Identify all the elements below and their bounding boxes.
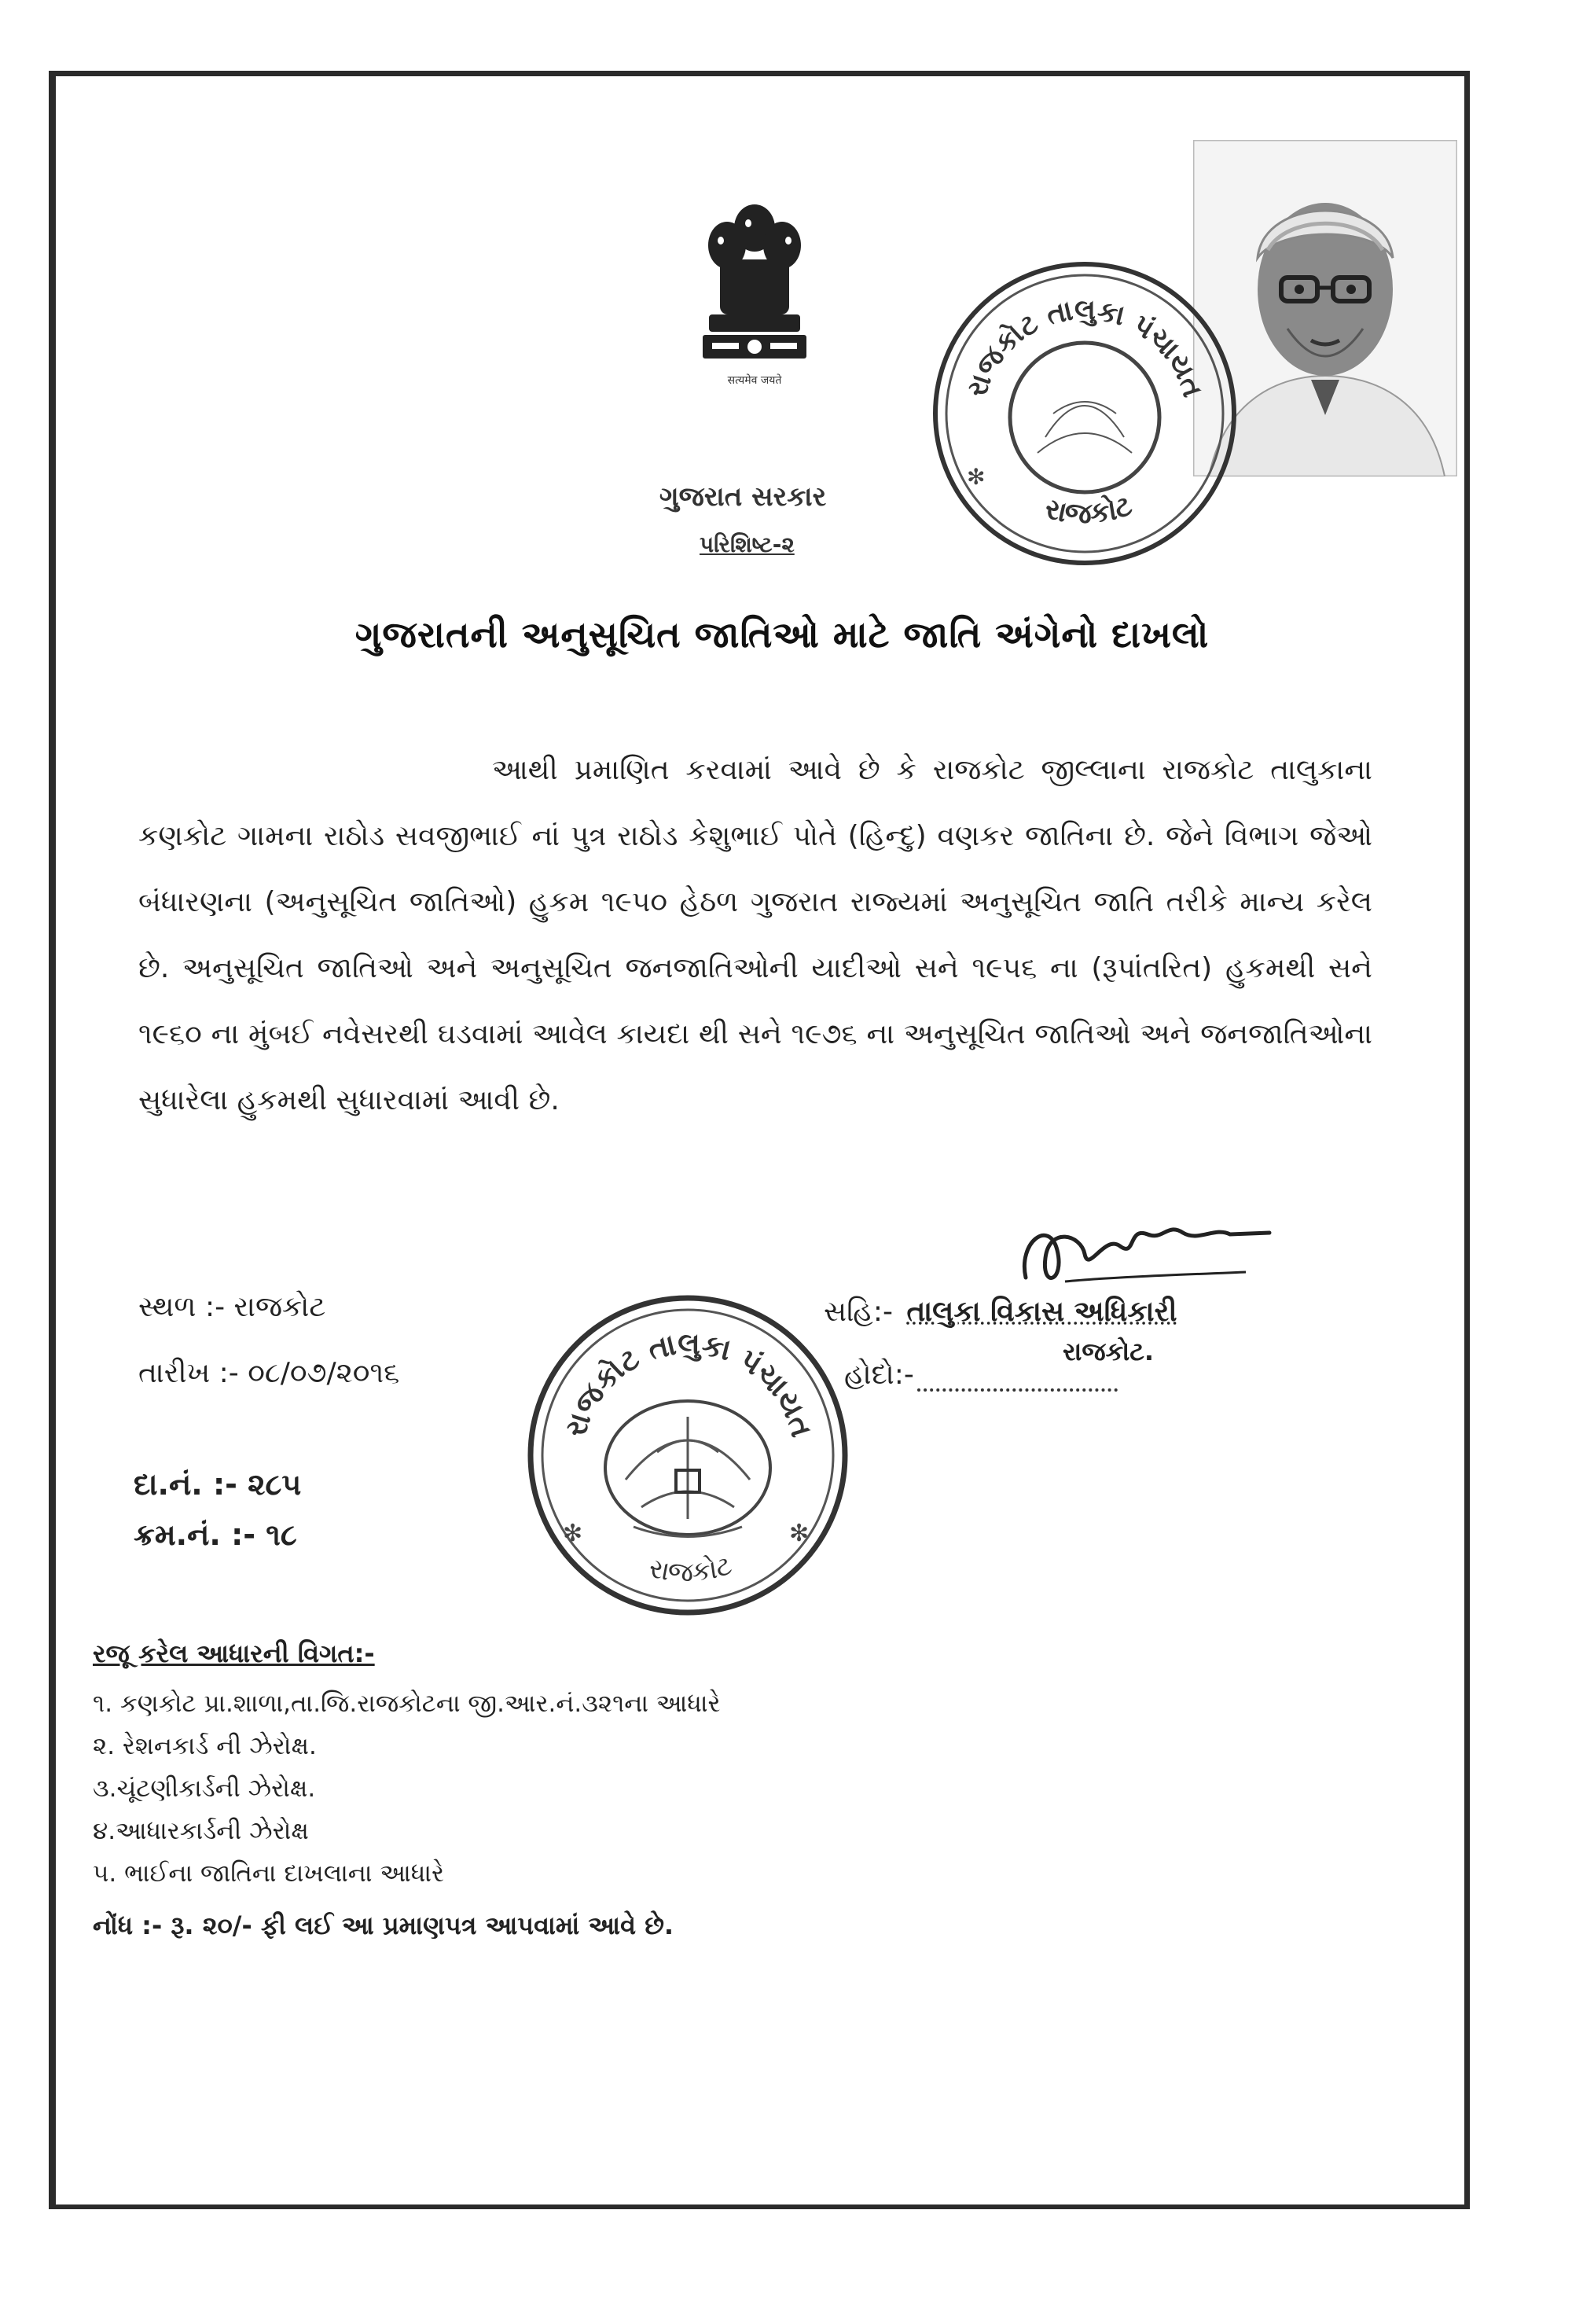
designation-row <box>844 1359 1118 1392</box>
date-label: તારીખ :- <box>138 1357 239 1389</box>
officer-signature <box>1010 1203 1277 1297</box>
date-value: ૦૮/૦૭/૨૦૧૬ <box>248 1357 400 1389</box>
seal-top-place-text: રાજકોટ <box>1041 489 1137 531</box>
seal-star-icon: ✻ <box>789 1520 810 1547</box>
svg-text:રાજકોટ <box>646 1550 735 1588</box>
date-row <box>138 1357 399 1390</box>
svg-text:રાજકોટ <box>1042 490 1137 531</box>
seal-star-icon: ✻ <box>967 464 986 490</box>
documents-heading: રજૂ કરેલ આધારની વિગત:- <box>93 1638 375 1668</box>
seal-top-ring-text: રાજકોટ તાલુકા પંચાયત <box>960 293 1209 402</box>
seal-star-icon: ✻ <box>563 1520 583 1547</box>
designation-blank <box>917 1365 1118 1392</box>
serial-no-row <box>134 1517 297 1553</box>
appendix-label: પરિશિષ્ટ-૨ <box>700 531 795 557</box>
svg-text:રાજકોટ તાલુકા પંચાયત <box>960 294 1209 401</box>
signature-place: રાજકોટ. <box>1063 1337 1155 1366</box>
taluka-panchayat-seal-middle <box>523 1291 852 1620</box>
certificate-body: આથી પ્રમાણિત કરવામાં આવે છે કે રાજકોટ જીલ્લાના રાજકોટ તાલુકાના કણકોટ ગામના રાઠોડ સવજીભાઈ નાં પુત્ર રાઠોડ કેશુભાઈ પોતે (હિન્દુ) વણકર જાતિના છે. જેને વિભાગ જેઓ બંધારણના (અનુસૂચિત જાતિઓ) હુકમ ૧૯૫૦ હેઠળ ગુજરાત રાજ્યમાં અનુસૂચિત જાતિ તરીકે માન્ય કરેલ છે. અનુસૂચિત જાતિઓ અને અનુસૂચિત જનજાતિઓની યાદીઓ સને ૧૯૫૬ ના (રૂપાંતરિત) હુકમથી સને ૧૯૬૦ ના મુંબઈ નવેસરથી ઘડવામાં આવેલ કાયદા થી સને ૧૯૭૬ ના અનુસૂચિત જાતિઓ અને જનજાતિઓના સુધારેલા હુકમથી સુધારવામાં આવી છે. <box>138 754 1372 1116</box>
documents-list <box>93 1682 721 1895</box>
list-item: ૧. કણકોટ પ્રા.શાળા,તા.જિ.રાજકોટના જી.આર.નં.૩૨૧ના આધારે <box>93 1690 721 1718</box>
seal-mid-place-text: રાજકોટ <box>646 1549 736 1589</box>
list-item: ૨. રેશનકાર્ડ ની ઝેરોક્ષ. <box>93 1732 317 1760</box>
seal-mid-ring-text: રાજકોટ તાલુકા પંચાયત <box>557 1326 820 1441</box>
fee-note: નોંધ :- રૂ. ૨૦/- ફી લઈ આ પ્રમાણપત્ર આપવામાં આવે છે. <box>93 1910 674 1940</box>
place-row <box>138 1291 325 1324</box>
place-value: રાજકોટ <box>233 1291 326 1323</box>
serial-no-value: ૧૮ <box>266 1517 297 1552</box>
list-item: ૪.આધારકાર્ડની ઝેરોક્ષ <box>93 1817 309 1845</box>
certificate-title: ગુજરાતની અનુસૂચિત જાતિઓ માટે જાતિ અંગેનો દાખલો <box>354 613 1210 656</box>
government-name: ગુજરાત સરકાર <box>659 481 827 513</box>
list-item: ૩.ચૂંટણીકાર્ડની ઝેરોક્ષ. <box>93 1774 316 1803</box>
taluka-panchayat-seal-top <box>927 256 1242 571</box>
signature-label: સહિ:- <box>824 1296 894 1328</box>
ashoka-lion-capital-emblem-icon <box>692 197 817 393</box>
list-item: ૫. ભાઈના જાતિના દાખલાના આધારે <box>93 1859 444 1888</box>
emblem-motto: सत्यमेव जयते <box>727 374 782 387</box>
reg-no-value: ૨૮૫ <box>248 1467 302 1502</box>
reg-no-label: દા.નં. :- <box>134 1467 237 1502</box>
place-label: સ્થળ :- <box>138 1291 226 1323</box>
signature-row <box>824 1296 1177 1329</box>
signature-officer: તાલુકા વિકાસ અધિકારી <box>906 1296 1177 1328</box>
designation-label: હોદો:- <box>844 1359 914 1391</box>
reg-no-row <box>134 1467 301 1502</box>
serial-no-label: ક્રમ.નં. :- <box>134 1517 256 1552</box>
